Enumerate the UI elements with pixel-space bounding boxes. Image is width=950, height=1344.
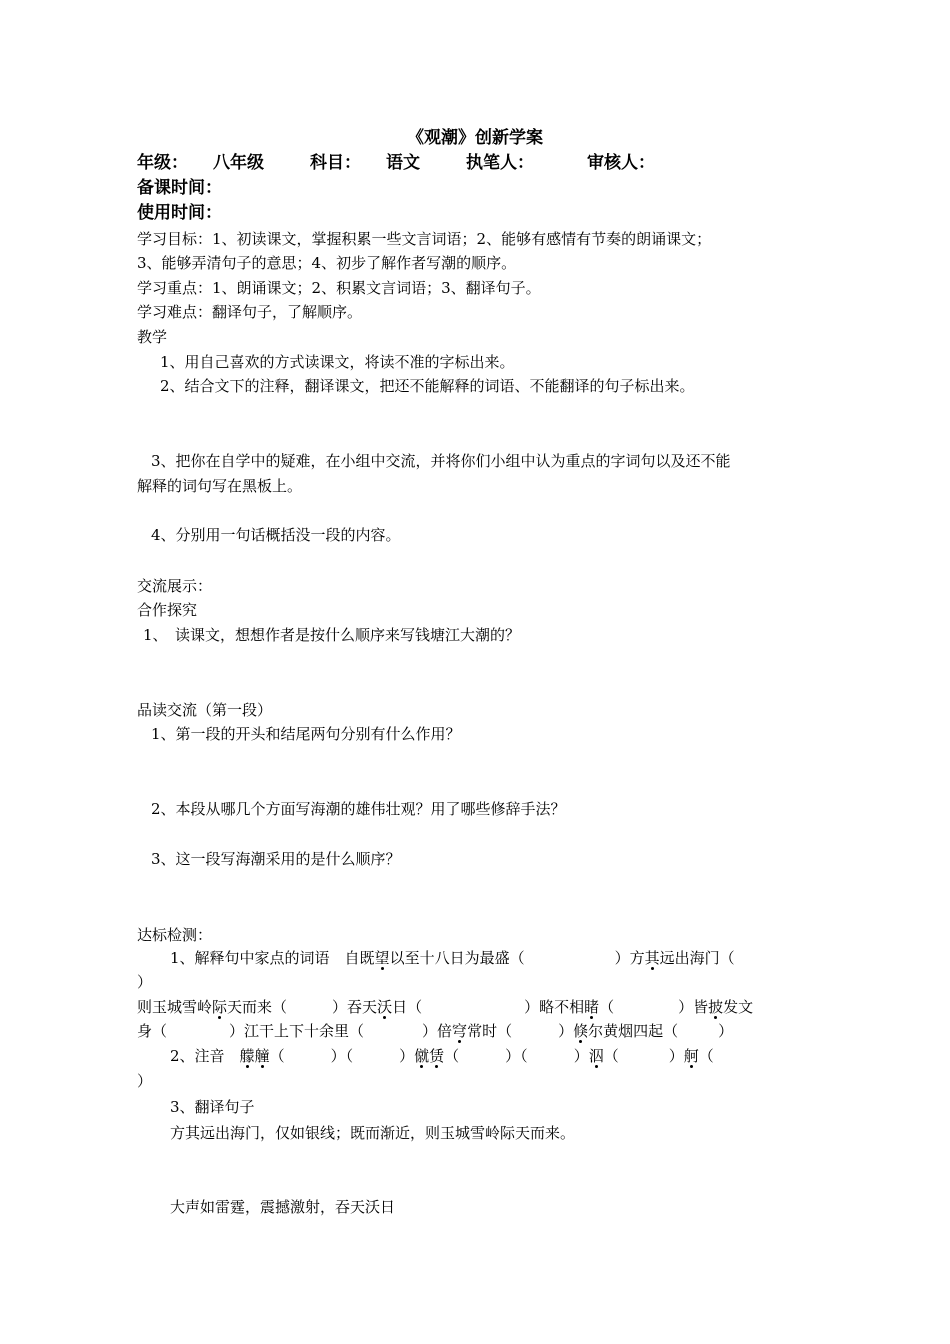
q1-text: ）江干上下十余里（ — [229, 1022, 365, 1040]
teaching-item-2: 2、结合文下的注释，翻译课文，把还不能解释的词语、不能翻译的句子标出来。 — [160, 377, 695, 395]
reading-heading: 品读交流（第一段） — [137, 701, 273, 719]
q1-text: ）吞天 — [332, 998, 378, 1016]
q2-paren: ） — [399, 1047, 415, 1065]
q1-text: ）皆 — [678, 998, 709, 1016]
q2-dotted-char: 僦 — [414, 1047, 430, 1065]
q1-text: 以至十八日为最盛（ — [389, 949, 525, 967]
q2-paren: ）（ — [505, 1047, 528, 1065]
q1-text: ）倍 — [422, 1022, 453, 1040]
test-q3-sentence-2: 大声如雷霆，震撼激射，吞天沃日 — [170, 1198, 396, 1216]
teaching-item-4: 4、分别用一句话概括没一段的内容。 — [151, 526, 401, 544]
teaching-item-3-line-1: 3、把你在自学中的疑难，在小组中交流，并将你们小组中认为重点的字词句以及还不能 — [151, 452, 731, 470]
q2-dotted-char: 艟 — [254, 1047, 270, 1065]
writer-label: 执笔人： — [466, 153, 534, 173]
q1-dotted-char: 望 — [374, 949, 390, 967]
test-heading: 达标检测： — [137, 926, 213, 944]
q2-paren: （ — [269, 1047, 285, 1065]
q2-dotted-char: 赁 — [429, 1047, 445, 1065]
q1-text: ） — [558, 1022, 574, 1040]
q1-text: 则玉城雪岭 — [137, 998, 213, 1016]
q2-paren: ）（ — [330, 1047, 354, 1065]
q1-dotted-char: 际 — [212, 998, 228, 1016]
test-q3-sentence-1: 方其远出海门，仅如银线；既而渐近，则玉城雪岭际天而来。 — [170, 1124, 576, 1142]
q2-paren: ） — [573, 1047, 589, 1065]
q1-text: 身（ — [137, 1022, 168, 1040]
q1-dotted-char: 倏 — [573, 1022, 589, 1040]
explore-item-1: 1、 读课文，想想作者是按什么顺序来写钱塘江大潮的？ — [143, 626, 521, 644]
q2-dotted-char: 艨 — [239, 1047, 255, 1065]
q1-dotted-char: 沃 — [377, 998, 393, 1016]
reading-item-1: 1、第一段的开头和结尾两句分别有什么作用？ — [151, 725, 461, 743]
goals-line-2: 3、能够弄清句子的意思；4、初步了解作者写潮的顺序。 — [137, 254, 517, 272]
explore-heading: 合作探究 — [137, 601, 198, 619]
difficulties: 学习难点：翻译句子，了解顺序。 — [137, 303, 363, 321]
q1-text: ）略不相 — [524, 998, 585, 1016]
grade-label: 年级： — [137, 153, 188, 173]
q2-paren: （ — [698, 1047, 714, 1065]
exchange-heading: 交流展示： — [137, 577, 213, 595]
q2-dotted-char: 舸 — [683, 1047, 699, 1065]
use-time-label: 使用时间： — [137, 203, 222, 223]
q1-text: 发文 — [723, 998, 754, 1016]
key-points: 学习重点：1、朗诵课文；2、积累文言词语；3、翻译句子。 — [137, 279, 541, 297]
test-q1-line-3 — [137, 1021, 733, 1041]
teaching-heading: 教学 — [137, 328, 168, 346]
teaching-item-3-line-2: 解释的词句写在黑板上。 — [137, 477, 303, 495]
q2-paren: （ — [603, 1047, 619, 1065]
q1-dotted-char: 其 — [644, 949, 660, 967]
test-q1-line-1 — [170, 948, 735, 968]
q1-dotted-char: 穹 — [452, 1022, 468, 1040]
goals-line-1: 学习目标：1、初读课文，掌握积累一些文言词语；2、能够有感情有节奏的朗诵课文； — [137, 230, 712, 248]
q1-text: 日（ — [392, 998, 423, 1016]
q2-paren: （ — [444, 1047, 460, 1065]
q1-text: 尔黄烟四起（ — [588, 1022, 679, 1040]
q1-text: 常时（ — [467, 1022, 513, 1040]
q1-text: 天而来（ — [227, 998, 288, 1016]
prep-time-label: 备课时间： — [137, 178, 222, 198]
q1-dotted-char: 披 — [708, 998, 724, 1016]
q1-dotted-char: 睹 — [584, 998, 600, 1016]
q1-text: ） — [718, 1022, 734, 1040]
test-q3-heading: 3、翻译句子 — [170, 1098, 255, 1116]
q2-paren: ） — [668, 1047, 684, 1065]
q1-text: ）方 — [614, 949, 645, 967]
q1-text: （ — [599, 998, 615, 1016]
q2-dotted-char: 泅 — [588, 1047, 604, 1065]
reviewer-label: 审核人： — [587, 153, 655, 173]
test-q2-wrap: ） — [137, 1072, 153, 1090]
q1-text: 远出海门（ — [659, 949, 735, 967]
reading-item-3: 3、这一段写海潮采用的是什么顺序？ — [151, 850, 401, 868]
subject-label: 科目： — [310, 153, 361, 173]
grade-value: 八年级 — [213, 153, 264, 173]
page-title: 《观潮》创新学案 — [407, 128, 543, 148]
q2-prefix: 2、注音 — [170, 1047, 240, 1065]
test-q2 — [170, 1046, 714, 1066]
reading-item-2: 2、本段从哪几个方面写海潮的雄伟壮观？用了哪些修辞手法？ — [151, 800, 566, 818]
test-q1-line-2 — [137, 997, 753, 1017]
teaching-item-1: 1、用自己喜欢的方式读课文，将读不准的字标出来。 — [160, 353, 515, 371]
subject-value: 语文 — [386, 153, 420, 173]
test-q1-line-1-wrap: ） — [137, 973, 153, 991]
q1-prefix: 1、解释句中家点的词语 自既 — [170, 949, 375, 967]
